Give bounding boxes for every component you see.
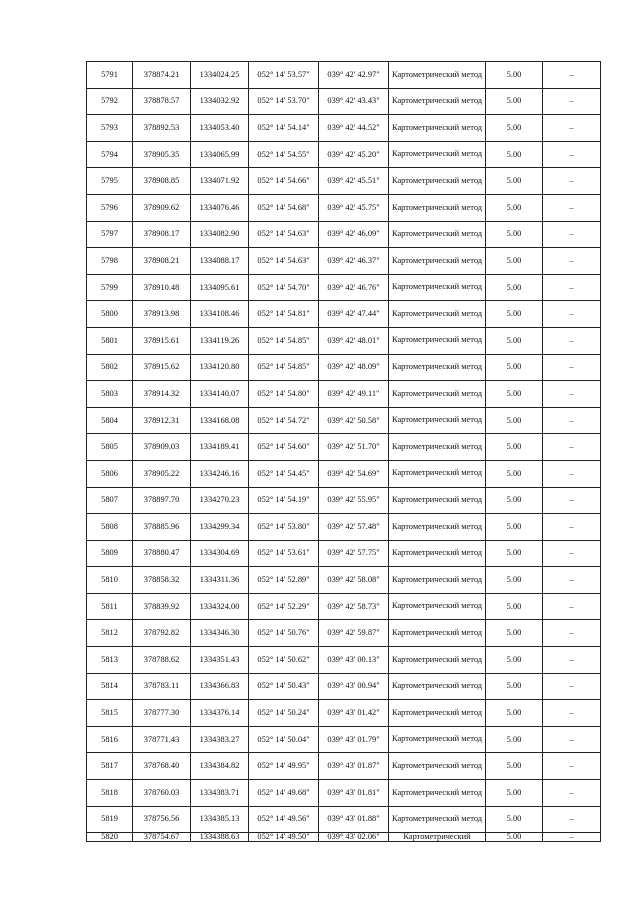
method-cell: Картометрический метод (389, 221, 486, 248)
point-number-cell: 5794 (87, 141, 133, 168)
coordinates-table-body (87, 62, 601, 842)
accuracy-cell: 5.00 (486, 274, 543, 301)
description-cell: – (543, 354, 601, 381)
accuracy-cell: 5.00 (486, 141, 543, 168)
longitude-cell: 039° 42' 50.58" (319, 407, 389, 434)
method-cell: Картометрический метод (389, 806, 486, 833)
table-row (87, 806, 601, 833)
y-coordinate-cell: 1334065.99 (191, 141, 249, 168)
method-cell: Картометрический метод (389, 620, 486, 647)
table-row (87, 141, 601, 168)
accuracy-cell: 5.00 (486, 780, 543, 807)
coordinates-table (86, 61, 601, 842)
table-row (87, 407, 601, 434)
latitude-cell: 052° 14' 49.56" (249, 806, 319, 833)
description-cell: – (543, 540, 601, 567)
table-row (87, 540, 601, 567)
latitude-cell: 052° 14' 54.55" (249, 141, 319, 168)
description-cell: – (543, 62, 601, 89)
point-number-cell: 5816 (87, 726, 133, 753)
accuracy-cell: 5.00 (486, 514, 543, 541)
method-cell: Картометрический метод (389, 434, 486, 461)
x-coordinate-cell: 378885.96 (133, 514, 191, 541)
table-row (87, 593, 601, 620)
x-coordinate-cell: 378874.21 (133, 62, 191, 89)
x-coordinate-cell: 378915.61 (133, 327, 191, 354)
x-coordinate-cell: 378910.48 (133, 274, 191, 301)
point-number-cell: 5820 (87, 833, 133, 842)
longitude-cell: 039° 42' 43.43" (319, 88, 389, 115)
accuracy-cell: 5.00 (486, 833, 543, 842)
description-cell: – (543, 460, 601, 487)
latitude-cell: 052° 14' 54.70" (249, 274, 319, 301)
accuracy-cell: 5.00 (486, 806, 543, 833)
accuracy-cell: 5.00 (486, 567, 543, 594)
point-number-cell: 5810 (87, 567, 133, 594)
description-cell: – (543, 115, 601, 142)
table-row (87, 514, 601, 541)
point-number-cell: 5817 (87, 753, 133, 780)
longitude-cell: 039° 42' 45.75" (319, 194, 389, 221)
x-coordinate-cell: 378914.32 (133, 381, 191, 408)
x-coordinate-cell: 378839.92 (133, 593, 191, 620)
y-coordinate-cell: 1334071.92 (191, 168, 249, 195)
table-row (87, 647, 601, 674)
y-coordinate-cell: 1334376.14 (191, 700, 249, 727)
y-coordinate-cell: 1334311.36 (191, 567, 249, 594)
latitude-cell: 052° 14' 52.29" (249, 593, 319, 620)
method-cell: Картометрический метод (389, 274, 486, 301)
latitude-cell: 052° 14' 50.24" (249, 700, 319, 727)
x-coordinate-cell: 378909.03 (133, 434, 191, 461)
method-cell: Картометрический метод (389, 593, 486, 620)
latitude-cell: 052° 14' 53.70" (249, 88, 319, 115)
x-coordinate-cell: 378880.47 (133, 540, 191, 567)
y-coordinate-cell: 1334032.92 (191, 88, 249, 115)
table-row (87, 434, 601, 461)
longitude-cell: 039° 42' 58.73" (319, 593, 389, 620)
point-number-cell: 5808 (87, 514, 133, 541)
x-coordinate-cell: 378908.21 (133, 248, 191, 275)
x-coordinate-cell: 378905.22 (133, 460, 191, 487)
y-coordinate-cell: 1334095.61 (191, 274, 249, 301)
accuracy-cell: 5.00 (486, 407, 543, 434)
longitude-cell: 039° 42' 49.11" (319, 381, 389, 408)
latitude-cell: 052° 14' 54.68" (249, 194, 319, 221)
y-coordinate-cell: 1334324.00 (191, 593, 249, 620)
longitude-cell: 039° 43' 02.06" (319, 833, 389, 842)
accuracy-cell: 5.00 (486, 753, 543, 780)
latitude-cell: 052° 14' 54.60" (249, 434, 319, 461)
method-cell: Картометрический метод (389, 753, 486, 780)
x-coordinate-cell: 378878.57 (133, 88, 191, 115)
point-number-cell: 5791 (87, 62, 133, 89)
point-number-cell: 5805 (87, 434, 133, 461)
description-cell: – (543, 806, 601, 833)
x-coordinate-cell: 378754.67 (133, 833, 191, 842)
y-coordinate-cell: 1334299.34 (191, 514, 249, 541)
x-coordinate-cell: 378908.85 (133, 168, 191, 195)
x-coordinate-cell: 378892.53 (133, 115, 191, 142)
accuracy-cell: 5.00 (486, 647, 543, 674)
longitude-cell: 039° 42' 46.09" (319, 221, 389, 248)
latitude-cell: 052° 14' 54.14" (249, 115, 319, 142)
description-cell: – (543, 620, 601, 647)
longitude-cell: 039° 42' 58.08" (319, 567, 389, 594)
latitude-cell: 052° 14' 50.62" (249, 647, 319, 674)
x-coordinate-cell: 378771.43 (133, 726, 191, 753)
method-cell: Картометрический метод (389, 647, 486, 674)
table-row (87, 301, 601, 328)
latitude-cell: 052° 14' 54.63" (249, 221, 319, 248)
x-coordinate-cell: 378905.35 (133, 141, 191, 168)
point-number-cell: 5818 (87, 780, 133, 807)
accuracy-cell: 5.00 (486, 487, 543, 514)
y-coordinate-cell: 1334140.07 (191, 381, 249, 408)
table-row (87, 274, 601, 301)
description-cell: – (543, 248, 601, 275)
description-cell: – (543, 327, 601, 354)
x-coordinate-cell: 378756.56 (133, 806, 191, 833)
table-row (87, 381, 601, 408)
longitude-cell: 039° 42' 46.76" (319, 274, 389, 301)
point-number-cell: 5792 (87, 88, 133, 115)
description-cell: – (543, 700, 601, 727)
description-cell: – (543, 726, 601, 753)
accuracy-cell: 5.00 (486, 221, 543, 248)
method-cell: Картометрический метод (389, 487, 486, 514)
point-number-cell: 5793 (87, 115, 133, 142)
accuracy-cell: 5.00 (486, 194, 543, 221)
table-row (87, 487, 601, 514)
description-cell: – (543, 407, 601, 434)
table-row (87, 780, 601, 807)
latitude-cell: 052° 14' 54.45" (249, 460, 319, 487)
accuracy-cell: 5.00 (486, 726, 543, 753)
accuracy-cell: 5.00 (486, 248, 543, 275)
accuracy-cell: 5.00 (486, 593, 543, 620)
point-number-cell: 5819 (87, 806, 133, 833)
method-cell: Картометрический метод (389, 141, 486, 168)
description-cell: – (543, 647, 601, 674)
table-row (87, 248, 601, 275)
accuracy-cell: 5.00 (486, 673, 543, 700)
latitude-cell: 052° 14' 50.76" (249, 620, 319, 647)
table-row (87, 327, 601, 354)
description-cell: – (543, 221, 601, 248)
y-coordinate-cell: 1334351.43 (191, 647, 249, 674)
description-cell: – (543, 274, 601, 301)
point-number-cell: 5800 (87, 301, 133, 328)
y-coordinate-cell: 1334108.46 (191, 301, 249, 328)
table-row (87, 221, 601, 248)
point-number-cell: 5801 (87, 327, 133, 354)
longitude-cell: 039° 43' 01.88" (319, 806, 389, 833)
longitude-cell: 039° 42' 55.95" (319, 487, 389, 514)
y-coordinate-cell: 1334088.17 (191, 248, 249, 275)
description-cell: – (543, 434, 601, 461)
accuracy-cell: 5.00 (486, 301, 543, 328)
y-coordinate-cell: 1334346.30 (191, 620, 249, 647)
point-number-cell: 5804 (87, 407, 133, 434)
x-coordinate-cell: 378897.70 (133, 487, 191, 514)
longitude-cell: 039° 42' 59.87" (319, 620, 389, 647)
table-row (87, 88, 601, 115)
point-number-cell: 5807 (87, 487, 133, 514)
y-coordinate-cell: 1334024.25 (191, 62, 249, 89)
description-cell: – (543, 168, 601, 195)
y-coordinate-cell: 1334076.46 (191, 194, 249, 221)
accuracy-cell: 5.00 (486, 540, 543, 567)
longitude-cell: 039° 43' 00.94" (319, 673, 389, 700)
y-coordinate-cell: 1334383.71 (191, 780, 249, 807)
method-cell: Картометрический метод (389, 726, 486, 753)
x-coordinate-cell: 378792.82 (133, 620, 191, 647)
table-row (87, 62, 601, 89)
accuracy-cell: 5.00 (486, 381, 543, 408)
method-cell: Картометрический метод (389, 407, 486, 434)
method-cell: Картометрический метод (389, 673, 486, 700)
x-coordinate-cell: 378915.62 (133, 354, 191, 381)
latitude-cell: 052° 14' 54.66" (249, 168, 319, 195)
method-cell: Картометрический метод (389, 301, 486, 328)
longitude-cell: 039° 43' 01.42" (319, 700, 389, 727)
longitude-cell: 039° 42' 57.48" (319, 514, 389, 541)
description-cell: – (543, 593, 601, 620)
y-coordinate-cell: 1334120.80 (191, 354, 249, 381)
longitude-cell: 039° 42' 48.09" (319, 354, 389, 381)
method-cell: Картометрический метод (389, 168, 486, 195)
accuracy-cell: 5.00 (486, 460, 543, 487)
x-coordinate-cell: 378858.32 (133, 567, 191, 594)
description-cell: – (543, 753, 601, 780)
y-coordinate-cell: 1334366.83 (191, 673, 249, 700)
method-cell: Картометрический метод (389, 700, 486, 727)
accuracy-cell: 5.00 (486, 115, 543, 142)
description-cell: – (543, 514, 601, 541)
description-cell: – (543, 673, 601, 700)
latitude-cell: 052° 14' 54.63" (249, 248, 319, 275)
table-row (87, 726, 601, 753)
y-coordinate-cell: 1334385.13 (191, 806, 249, 833)
x-coordinate-cell: 378908.17 (133, 221, 191, 248)
method-cell: Картометрический метод (389, 115, 486, 142)
y-coordinate-cell: 1334246.16 (191, 460, 249, 487)
latitude-cell: 052° 14' 52.89" (249, 567, 319, 594)
x-coordinate-cell: 378783.11 (133, 673, 191, 700)
longitude-cell: 039° 42' 46.37" (319, 248, 389, 275)
point-number-cell: 5815 (87, 700, 133, 727)
longitude-cell: 039° 42' 47.44" (319, 301, 389, 328)
latitude-cell: 052° 14' 54.81" (249, 301, 319, 328)
longitude-cell: 039° 42' 54.69" (319, 460, 389, 487)
method-cell: Картометрический метод (389, 248, 486, 275)
point-number-cell: 5811 (87, 593, 133, 620)
method-cell: Картометрический метод (389, 88, 486, 115)
method-cell: Картометрический метод (389, 567, 486, 594)
table-row (87, 460, 601, 487)
longitude-cell: 039° 42' 45.51" (319, 168, 389, 195)
longitude-cell: 039° 42' 45.20" (319, 141, 389, 168)
longitude-cell: 039° 43' 00.13" (319, 647, 389, 674)
y-coordinate-cell: 1334383.27 (191, 726, 249, 753)
x-coordinate-cell: 378777.30 (133, 700, 191, 727)
longitude-cell: 039° 42' 44.52" (319, 115, 389, 142)
x-coordinate-cell: 378788.62 (133, 647, 191, 674)
point-number-cell: 5799 (87, 274, 133, 301)
x-coordinate-cell: 378760.03 (133, 780, 191, 807)
point-number-cell: 5795 (87, 168, 133, 195)
point-number-cell: 5806 (87, 460, 133, 487)
accuracy-cell: 5.00 (486, 700, 543, 727)
point-number-cell: 5803 (87, 381, 133, 408)
point-number-cell: 5802 (87, 354, 133, 381)
table-row (87, 168, 601, 195)
y-coordinate-cell: 1334304.69 (191, 540, 249, 567)
table-row (87, 700, 601, 727)
y-coordinate-cell: 1334119.26 (191, 327, 249, 354)
longitude-cell: 039° 43' 01.79" (319, 726, 389, 753)
latitude-cell: 052° 14' 53.80" (249, 514, 319, 541)
longitude-cell: 039° 42' 42.97" (319, 62, 389, 89)
latitude-cell: 052° 14' 50.43" (249, 673, 319, 700)
table-row (87, 194, 601, 221)
table-row (87, 833, 601, 842)
longitude-cell: 039° 42' 48.01" (319, 327, 389, 354)
latitude-cell: 052° 14' 50.04" (249, 726, 319, 753)
accuracy-cell: 5.00 (486, 88, 543, 115)
method-cell: Картометрический метод (389, 540, 486, 567)
method-cell: Картометрический (389, 833, 486, 842)
longitude-cell: 039° 43' 01.81" (319, 780, 389, 807)
description-cell: – (543, 88, 601, 115)
method-cell: Картометрический метод (389, 780, 486, 807)
description-cell: – (543, 301, 601, 328)
accuracy-cell: 5.00 (486, 620, 543, 647)
longitude-cell: 039° 42' 51.70" (319, 434, 389, 461)
y-coordinate-cell: 1334082.90 (191, 221, 249, 248)
table-row (87, 354, 601, 381)
point-number-cell: 5814 (87, 673, 133, 700)
method-cell: Картометрический метод (389, 62, 486, 89)
longitude-cell: 039° 43' 01.87" (319, 753, 389, 780)
description-cell: – (543, 141, 601, 168)
description-cell: – (543, 567, 601, 594)
table-row (87, 115, 601, 142)
y-coordinate-cell: 1334053.40 (191, 115, 249, 142)
description-cell: – (543, 780, 601, 807)
description-cell: – (543, 381, 601, 408)
y-coordinate-cell: 1334168.08 (191, 407, 249, 434)
y-coordinate-cell: 1334384.82 (191, 753, 249, 780)
point-number-cell: 5812 (87, 620, 133, 647)
y-coordinate-cell: 1334189.41 (191, 434, 249, 461)
description-cell: – (543, 833, 601, 842)
longitude-cell: 039° 42' 57.75" (319, 540, 389, 567)
y-coordinate-cell: 1334270.23 (191, 487, 249, 514)
point-number-cell: 5813 (87, 647, 133, 674)
point-number-cell: 5809 (87, 540, 133, 567)
method-cell: Картометрический метод (389, 327, 486, 354)
table-row (87, 620, 601, 647)
method-cell: Картометрический метод (389, 194, 486, 221)
latitude-cell: 052° 14' 49.95" (249, 753, 319, 780)
table-row (87, 753, 601, 780)
accuracy-cell: 5.00 (486, 168, 543, 195)
point-number-cell: 5797 (87, 221, 133, 248)
latitude-cell: 052° 14' 49.50" (249, 833, 319, 842)
accuracy-cell: 5.00 (486, 354, 543, 381)
y-coordinate-cell: 1334388.63 (191, 833, 249, 842)
latitude-cell: 052° 14' 53.57" (249, 62, 319, 89)
accuracy-cell: 5.00 (486, 327, 543, 354)
latitude-cell: 052° 14' 53.61" (249, 540, 319, 567)
x-coordinate-cell: 378768.40 (133, 753, 191, 780)
description-cell: – (543, 487, 601, 514)
accuracy-cell: 5.00 (486, 62, 543, 89)
table-row (87, 673, 601, 700)
latitude-cell: 052° 14' 54.72" (249, 407, 319, 434)
point-number-cell: 5796 (87, 194, 133, 221)
latitude-cell: 052° 14' 54.85" (249, 327, 319, 354)
latitude-cell: 052° 14' 54.19" (249, 487, 319, 514)
method-cell: Картометрический метод (389, 460, 486, 487)
x-coordinate-cell: 378912.31 (133, 407, 191, 434)
method-cell: Картометрический метод (389, 381, 486, 408)
accuracy-cell: 5.00 (486, 434, 543, 461)
table-row (87, 567, 601, 594)
x-coordinate-cell: 378909.62 (133, 194, 191, 221)
latitude-cell: 052° 14' 49.68" (249, 780, 319, 807)
method-cell: Картометрический метод (389, 354, 486, 381)
point-number-cell: 5798 (87, 248, 133, 275)
latitude-cell: 052° 14' 54.80" (249, 381, 319, 408)
description-cell: – (543, 194, 601, 221)
x-coordinate-cell: 378913.98 (133, 301, 191, 328)
method-cell: Картометрический метод (389, 514, 486, 541)
latitude-cell: 052° 14' 54.85" (249, 354, 319, 381)
